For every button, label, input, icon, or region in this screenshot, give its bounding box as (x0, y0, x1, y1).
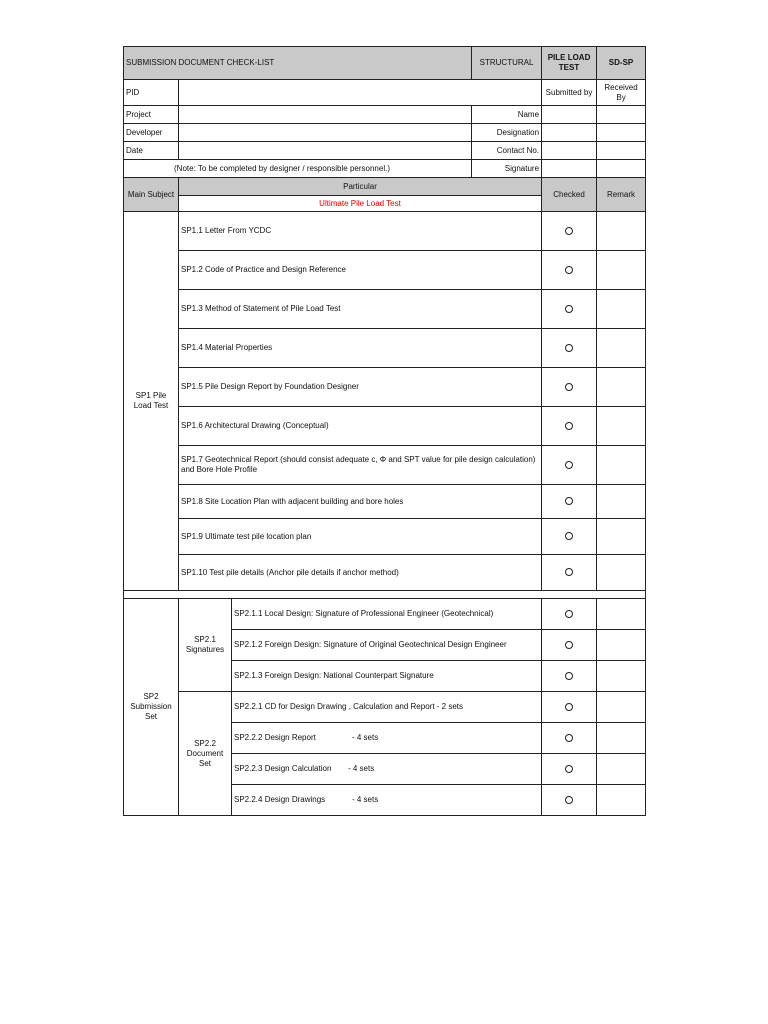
checked-cell[interactable] (542, 555, 597, 591)
received-signature-field[interactable] (597, 160, 646, 178)
checked-cell[interactable] (542, 630, 597, 661)
checklist-table (123, 46, 646, 816)
table-row (124, 290, 646, 329)
received-name-field[interactable] (597, 106, 646, 124)
remark-cell[interactable] (597, 251, 646, 290)
remark-cell[interactable] (597, 290, 646, 329)
main-subject-header: Main Subject (124, 178, 179, 212)
pid-label: PID (124, 80, 179, 106)
item-sets: - 4 sets (352, 733, 379, 742)
remark-cell[interactable] (597, 555, 646, 591)
project-label: Project (124, 106, 179, 124)
pid-field[interactable] (179, 80, 542, 106)
circle-checkbox-icon[interactable] (565, 568, 573, 576)
circle-checkbox-icon[interactable] (565, 497, 573, 505)
sp2-item: SP2.1.3 Foreign Design: National Counterpart Signature (232, 661, 542, 692)
category-label: STRUCTURAL (472, 47, 542, 80)
particular-header: Particular (179, 178, 542, 196)
item-label: SP2.2.3 Design Calculation (234, 764, 332, 773)
checked-cell[interactable] (542, 446, 597, 485)
remark-header: Remark (597, 178, 646, 212)
checked-header: Checked (542, 178, 597, 212)
remark-cell[interactable] (597, 692, 646, 723)
sp1-item: SP1.9 Ultimate test pile location plan (179, 519, 542, 555)
checked-cell[interactable] (542, 485, 597, 519)
received-designation-field[interactable] (597, 124, 646, 142)
remark-cell[interactable] (597, 407, 646, 446)
remark-cell[interactable] (597, 519, 646, 555)
remark-cell[interactable] (597, 754, 646, 785)
checked-cell[interactable] (542, 723, 597, 754)
checked-cell[interactable] (542, 251, 597, 290)
table-row (124, 692, 646, 723)
remark-cell[interactable] (597, 723, 646, 754)
developer-label: Developer (124, 124, 179, 142)
checked-cell[interactable] (542, 212, 597, 251)
signature-label: Signature (472, 160, 542, 178)
sp1-item: SP1.8 Site Location Plan with adjacent building and bore holes (179, 485, 542, 519)
remark-cell[interactable] (597, 599, 646, 630)
sheet-title: SUBMISSION DOCUMENT CHECK-LIST (124, 47, 472, 80)
circle-checkbox-icon[interactable] (565, 266, 573, 274)
checked-cell[interactable] (542, 754, 597, 785)
separator-cell (124, 591, 646, 599)
sp1-item: SP1.10 Test pile details (Anchor pile details if anchor method) (179, 555, 542, 591)
sp2-item (232, 723, 542, 754)
checked-cell[interactable] (542, 407, 597, 446)
submitted-name-field[interactable] (542, 106, 597, 124)
sp2-item: SP2.2.1 CD for Design Drawing , Calculation and Report - 2 sets (232, 692, 542, 723)
sp2-1-subject: SP2.1 Signatures (179, 599, 232, 692)
table-row (124, 555, 646, 591)
sp2-item (232, 785, 542, 816)
circle-checkbox-icon[interactable] (565, 532, 573, 540)
checked-cell[interactable] (542, 519, 597, 555)
remark-cell[interactable] (597, 329, 646, 368)
checked-cell[interactable] (542, 661, 597, 692)
remark-cell[interactable] (597, 368, 646, 407)
circle-checkbox-icon[interactable] (565, 672, 573, 680)
table-row (124, 329, 646, 368)
item-sets: - 4 sets (348, 764, 375, 773)
circle-checkbox-icon[interactable] (565, 305, 573, 313)
circle-checkbox-icon[interactable] (565, 734, 573, 742)
table-row (124, 251, 646, 290)
contact-label: Contact No. (472, 142, 542, 160)
remark-cell[interactable] (597, 212, 646, 251)
separator-row (124, 591, 646, 599)
remark-cell[interactable] (597, 485, 646, 519)
checked-cell[interactable] (542, 368, 597, 407)
checked-cell[interactable] (542, 599, 597, 630)
table-row (124, 368, 646, 407)
remark-cell[interactable] (597, 661, 646, 692)
circle-checkbox-icon[interactable] (565, 796, 573, 804)
checked-cell[interactable] (542, 329, 597, 368)
received-contact-field[interactable] (597, 142, 646, 160)
checked-cell[interactable] (542, 785, 597, 816)
designation-label: Designation (472, 124, 542, 142)
submitted-designation-field[interactable] (542, 124, 597, 142)
table-row (124, 212, 646, 251)
particular-subheader: Ultimate Pile Load Test (179, 196, 542, 212)
table-row (124, 599, 646, 630)
circle-checkbox-icon[interactable] (565, 765, 573, 773)
circle-checkbox-icon[interactable] (565, 703, 573, 711)
submitted-contact-field[interactable] (542, 142, 597, 160)
project-field[interactable] (179, 106, 472, 124)
sp1-item: SP1.1 Letter From YCDC (179, 212, 542, 251)
circle-checkbox-icon[interactable] (565, 344, 573, 352)
sp2-2-subject: SP2.2 Document Set (179, 692, 232, 816)
item-sets: - 4 sets (352, 795, 379, 804)
table-row (124, 446, 646, 485)
sp1-item: SP1.3 Method of Statement of Pile Load Test (179, 290, 542, 329)
note-text: (Note: To be completed by designer / responsible personnel.) (124, 160, 472, 178)
developer-field[interactable] (179, 124, 472, 142)
table-row (124, 407, 646, 446)
table-row (124, 485, 646, 519)
sp2-item (232, 754, 542, 785)
submitted-by-label: Submitted by (542, 80, 597, 106)
pile-load-test-label: PILE LOAD TEST (542, 47, 597, 80)
sp1-subject: SP1 Pile Load Test (124, 212, 179, 591)
sp2-subject: SP2 Submission Set (124, 599, 179, 816)
circle-checkbox-icon[interactable] (565, 227, 573, 235)
date-field[interactable] (179, 142, 472, 160)
checked-cell[interactable] (542, 692, 597, 723)
item-label: SP2.2.4 Design Drawings (234, 795, 326, 804)
circle-checkbox-icon[interactable] (565, 610, 573, 618)
date-label: Date (124, 142, 179, 160)
sp2-item: SP2.1.1 Local Design: Signature of Professional Engineer (Geotechnical) (232, 599, 542, 630)
remark-cell[interactable] (597, 785, 646, 816)
checked-cell[interactable] (542, 290, 597, 329)
name-label: Name (472, 106, 542, 124)
submitted-signature-field[interactable] (542, 160, 597, 178)
remark-cell[interactable] (597, 446, 646, 485)
sp1-item: SP1.5 Pile Design Report by Foundation Designer (179, 368, 542, 407)
sp1-item: SP1.7 Geotechnical Report (should consist adequate c, Φ and SPT value for pile design calculation) and Bore Hole Profile (179, 446, 542, 485)
circle-checkbox-icon[interactable] (565, 422, 573, 430)
form-code: SD-SP (597, 47, 646, 80)
sp1-item: SP1.4 Material Properties (179, 329, 542, 368)
sp1-item: SP1.6 Architectural Drawing (Conceptual) (179, 407, 542, 446)
sp2-item: SP2.1.2 Foreign Design: Signature of Original Geotechnical Design Engineer (232, 630, 542, 661)
circle-checkbox-icon[interactable] (565, 641, 573, 649)
circle-checkbox-icon[interactable] (565, 461, 573, 469)
circle-checkbox-icon[interactable] (565, 383, 573, 391)
remark-cell[interactable] (597, 630, 646, 661)
sp1-item: SP1.2 Code of Practice and Design Reference (179, 251, 542, 290)
item-label: SP2.2.2 Design Report (234, 733, 316, 742)
table-row (124, 519, 646, 555)
received-by-label: Received By (597, 80, 646, 106)
